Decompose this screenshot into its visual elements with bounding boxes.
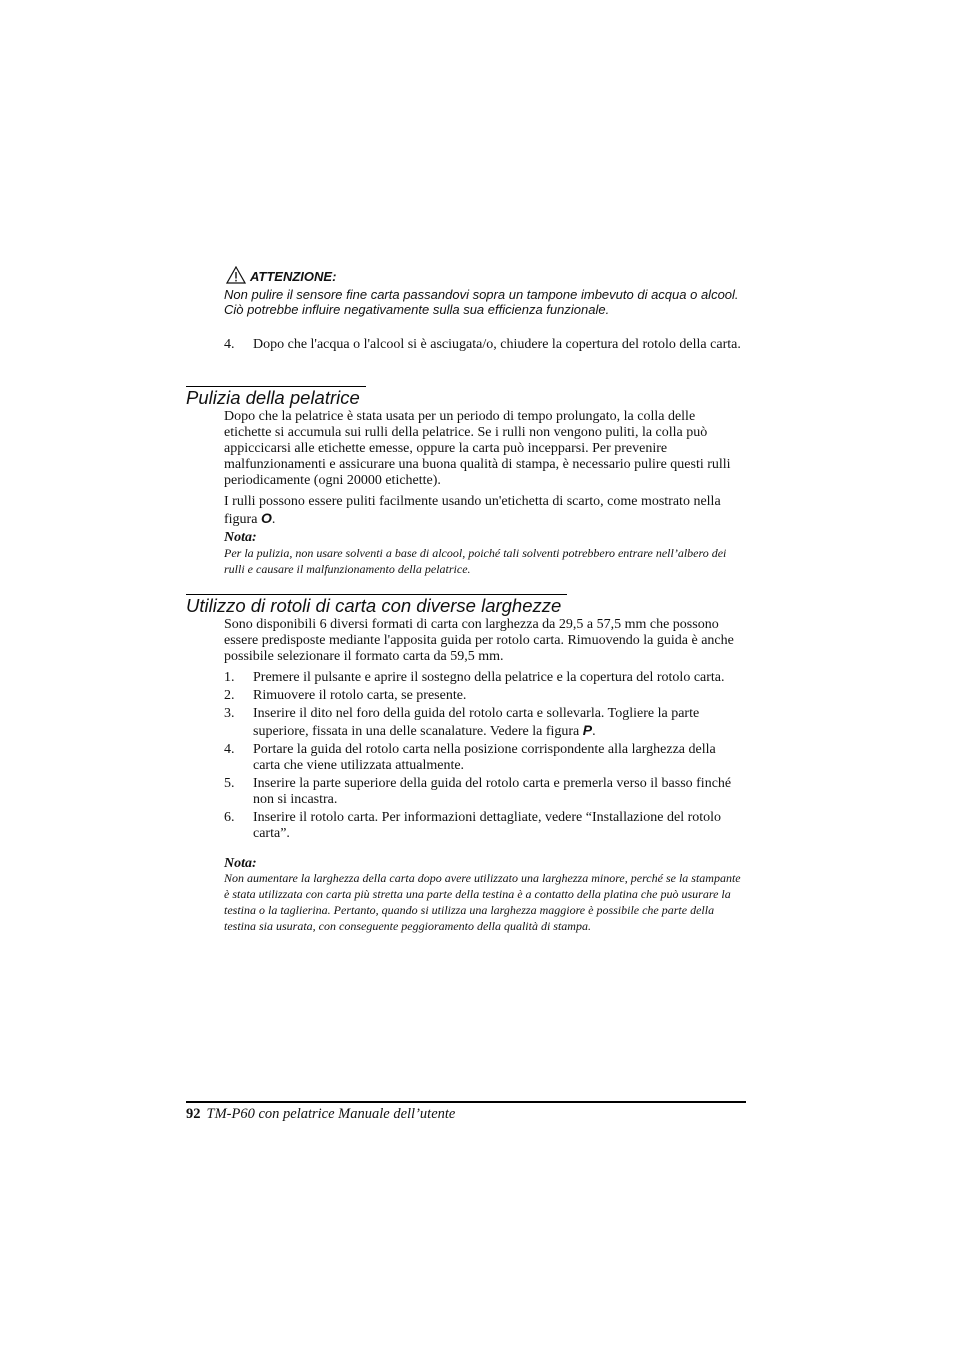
- list-item: [224, 742, 746, 774]
- steps-list: [224, 670, 746, 844]
- section1-paragraph-1: Dopo che la pelatrice è stata usata per un periodo di tempo prolungato, la colla delle etichette si accumula sui rulli della pelatrice. Se i rulli non vengono puliti, la colla può appiccicarsi alle etichette emesse, oppure la carta può incepparsi. Per prevenire malfunzionamenti e assicurare una buona qualità di stampa, è necessario pulire questi rulli periodicamente (ogni 20000 etichette).: [224, 409, 731, 488]
- list-item-text: Inserire il dito nel foro della guida del rotolo carta e sollevarla. Togliere la parte superiore, fissata in una delle scanalature. Vedere la figura: [253, 706, 700, 739]
- manual-title: TM-P60 con pelatrice Manuale dell’utente: [206, 1106, 456, 1122]
- page-footer: [186, 1105, 455, 1123]
- warning-label: ATTENZIONE:: [250, 269, 337, 284]
- list-item-number: 2.: [224, 688, 235, 703]
- note-label: Nota:: [224, 856, 257, 871]
- footer-rule: [186, 1101, 746, 1103]
- note-label: Nota:: [224, 530, 257, 545]
- list-item-number: 5.: [224, 776, 235, 791]
- list-item: [224, 776, 746, 808]
- warning-text: Non pulire il sensore fine carta passandovi sopra un tampone imbevuto di acqua o alcool. Ciò potrebbe influire negativamente sulla sua efficienza funzionale.: [224, 287, 739, 317]
- list-item-number: 6.: [224, 810, 235, 825]
- list-item-end: .: [592, 724, 596, 739]
- section-heading-pulizia: Pulizia della pelatrice: [186, 386, 366, 408]
- list-item-text: Dopo che l'acqua o l'alcool si è asciugata/o, chiudere la copertura del rotolo della carta.: [253, 337, 741, 352]
- list-item-number: 3.: [224, 706, 235, 721]
- list-item: [224, 670, 746, 686]
- list-item: [224, 706, 746, 740]
- figure-reference: P: [582, 722, 593, 738]
- list-item-text: Inserire la parte superiore della guida del rotolo carta e premerla verso il basso finché non si incastra.: [253, 776, 732, 807]
- previous-step-list: [224, 337, 746, 355]
- section-heading-rotoli: Utilizzo di rotoli di carta con diverse larghezze: [186, 594, 567, 616]
- list-item-text: Inserire il rotolo carta. Per informazioni dettagliate, vedere “Installazione del rotolo carta”.: [253, 810, 722, 841]
- note-text: Non aumentare la larghezza della carta dopo avere utilizzato una larghezza minore, perché se la stampante è stata utilizzata con carta più stretta una parte della testina è a contatto della platina che può usurare la testina o la taglierina. Pertanto, quando si utilizza una larghezza maggiore è possibile che parte della testina sia usurata, con conseguente peggioramento della qualità di stampa.: [224, 871, 741, 933]
- list-item: [224, 337, 746, 353]
- list-item-number: 4.: [224, 742, 235, 757]
- list-item: [224, 688, 746, 704]
- list-item-text-with-figure: [253, 706, 746, 740]
- list-item-text: Portare la guida del rotolo carta nella posizione corrispondente alla larghezza della carta che viene utilizzata attualmente.: [253, 742, 716, 773]
- warning-triangle-icon: [226, 266, 246, 284]
- list-item: [224, 810, 746, 842]
- list-item-number: 1.: [224, 670, 235, 685]
- paragraph-end: .: [271, 512, 276, 527]
- list-item-text: Rimuovere il rotolo carta, se presente.: [253, 688, 467, 703]
- note-text: Per la pulizia, non usare solventi a base di alcool, poiché tali solventi potrebbero entrare nell’albero dei rulli e causare il malfunzionamento della pelatrice.: [224, 546, 727, 576]
- figure-reference: O: [260, 510, 272, 526]
- section1-paragraph-2: [224, 494, 746, 528]
- list-item-text: Premere il pulsante e aprire il sostegno della pelatrice e la copertura del rotolo carta.: [253, 670, 725, 685]
- list-item-number: 4.: [224, 337, 235, 352]
- section2-intro: Sono disponibili 6 diversi formati di carta con larghezza da 29,5 a 57,5 mm che possono essere predisposte mediante l'apposita guida per rotolo carta. Rimuovendo la guida è anche possibile selezionare il formato carta da 59,5 mm.: [224, 617, 734, 664]
- warning-heading: [226, 266, 336, 284]
- paragraph-text: I rulli possono essere puliti facilmente usando un'etichetta di scarto, come mostrato nella figura: [224, 494, 721, 527]
- page-number: 92: [186, 1106, 201, 1122]
